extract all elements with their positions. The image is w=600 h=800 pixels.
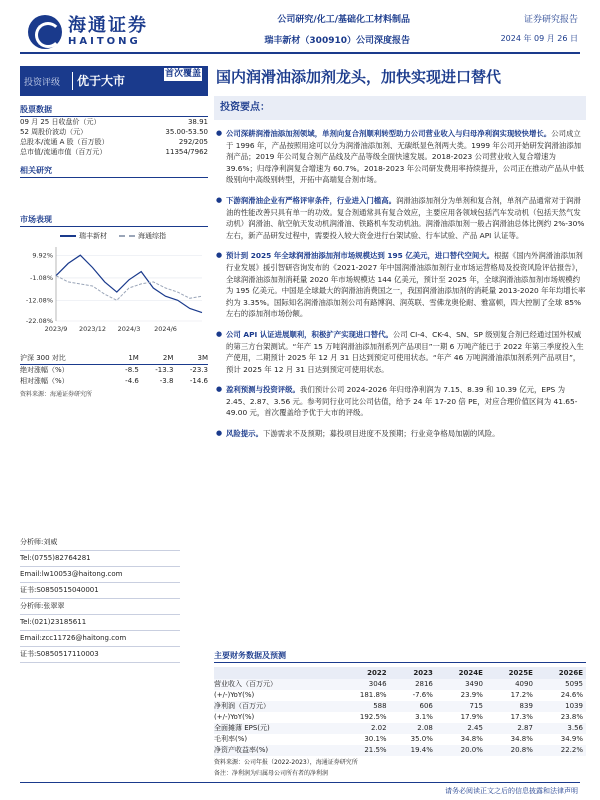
analyst-line: Tel:(0755)82764281 bbox=[20, 551, 180, 567]
analyst-line: Email:lw10053@haitong.com bbox=[20, 567, 180, 583]
market-chart bbox=[20, 231, 208, 349]
table-row: (+/-)YoY(%) 181.8% -7.6% 23.9% 17.2% 24.6% bbox=[214, 691, 583, 699]
footer-disclaimer: 请务必阅读正文之后的信息披露和法律声明 bbox=[445, 787, 578, 795]
haitong-logo bbox=[28, 12, 178, 52]
related-research-body bbox=[20, 178, 208, 206]
table-row: 净利润（百万元） 588 606 715 839 1039 bbox=[214, 701, 586, 712]
related-research-title: 相关研究 bbox=[20, 165, 208, 178]
legend-stock: 瑞丰新材 bbox=[79, 232, 107, 240]
stock-data-row: 总市值/流通市值（百万元） 11354/7962 bbox=[20, 148, 208, 156]
keypoint-item: ● 公司 API 认证进展顺利，积极扩产实现进口替代。公司 CI-4、CK-4、SN、SP 级别复合剂已经通过国外权威的第三方台架测试。“年产 15 万吨润滑油添加剂系列产品项目”一期 6 万吨产能已于 2022 年第三季度投入生产使用，二期预计 2025 年 12 月 31 日达到预定可使用状态。“年产 46 万吨润滑油添加剂系列产品项目”，预计 2025 年 12 月 31 日达到预定可使用状态。 bbox=[214, 329, 586, 375]
financial-table-title: 主要财务数据及预测 bbox=[214, 650, 586, 663]
legend-index: 海通综指 bbox=[138, 232, 166, 240]
chart-legend bbox=[60, 231, 208, 241]
analyst-info bbox=[20, 535, 180, 663]
stock-data-row: 总股本/流通 A 股（百万股） 292/205 bbox=[20, 138, 208, 146]
x-tick-label: 2024/3 bbox=[117, 325, 141, 333]
x-tick-label: 2023/9 bbox=[44, 325, 68, 333]
keypoints-list bbox=[214, 128, 586, 440]
stock-data-title: 股票数据 bbox=[20, 104, 208, 117]
analyst-line: 分析师:张翠翠 bbox=[20, 599, 180, 615]
table-row: 全面摊薄 EPS(元) 2.02 2.08 2.45 2.87 3.56 bbox=[214, 723, 586, 734]
logo-english: HAITONG bbox=[68, 36, 141, 47]
table-row: 营业收入（百万元） 3046 2816 3490 4090 5095 bbox=[214, 679, 586, 690]
analyst-line: 证书:S0850517110003 bbox=[20, 647, 180, 663]
table-header-row: 沪深 300 对比 1M 2M 3M bbox=[20, 353, 208, 365]
table-header-row: 2022 2023 2024E 2025E 2026E bbox=[214, 667, 586, 679]
keypoint-item: ● 下游润滑油企业有严格评审条件，行业进入门槛高。润滑油添加剂分为单剂和复合剂，单剂产品通常对于润滑油的性能改善只具有单一的功效。复合剂通常具有复合效应，主要应用各领域包括汽车发动机（包括天然气发动机）润滑油、航空航天发动机润滑油、铁路机车发动机油。润滑油添加剂一般占润滑油总体比例约 2%-30%左右，新产品研发过程中，需要投入较大资金进行台架试验、行车试验、产品 API 认证等。 bbox=[214, 195, 586, 241]
analyst-line: Tel:(021)23185611 bbox=[20, 615, 180, 631]
financial-note: 备注：净利润为归属母公司所有者的净利润 bbox=[214, 770, 329, 777]
y-tick-label: -22.08% bbox=[25, 317, 53, 325]
keypoint-item: ● 公司深耕润滑油添加剂领域，单剂向复合剂顺利转型助力公司营业收入与归母净利润实现较快增长。公司成立于 1996 年，产品按照用途可以分为润滑油添加剂、无碳纸显色剂两大类。1999 年公司开始研发润滑油添加剂产品；2019 年公司复合剂产品线及产品等级全面快速发展。2018-2023 公司营业收入复合增速为 39.6%；归母净利润复合增速为 60.7%。2018-2023 年公司研发费用率持续提升，公司正在推动产品从中低级别向中高级别转型，开拓中高端复合剂市场。 bbox=[214, 128, 586, 186]
haitong-logo-icon bbox=[28, 15, 62, 49]
table-row: 绝对涨幅（%） -8.5 -13.3 -23.3 bbox=[20, 366, 208, 374]
y-tick-label: 9.92% bbox=[32, 251, 53, 260]
financial-forecast bbox=[214, 650, 586, 778]
x-tick-label: 2024/6 bbox=[154, 325, 177, 333]
report-type: 证券研究报告 bbox=[523, 15, 578, 25]
keypoint-item: ● 盈利预测与投资评级。我们预计公司 2024-2026 年归母净利润为 7.15、8.39 和 10.39 亿元，EPS 为 2.45、2.87、3.56 元。参考同行业可比公司估值，给予 24 年 17-20 倍 PE，对应合理价值区间为 41.65-49.00 元，首次覆盖给予优于大市的评级。 bbox=[214, 384, 586, 419]
sidebar bbox=[20, 66, 208, 398]
rating-label: 投资评级 bbox=[24, 77, 61, 88]
legend-swatch-index bbox=[119, 235, 135, 237]
y-tick-label: -12.08% bbox=[25, 296, 53, 305]
keypoints-heading: 投资要点： bbox=[214, 96, 586, 120]
report-header bbox=[0, 0, 600, 58]
financial-source: 资料来源：公司年报（2022-2023），海通证券研究所 bbox=[214, 759, 358, 766]
performance-source: 资料来源：海通证券研究所 bbox=[20, 391, 93, 398]
report-category: 公司研究/化工/基础化工材料制品 bbox=[277, 15, 410, 25]
logo-chinese: 海通证券 bbox=[68, 15, 148, 36]
x-tick-label: 2023/12 bbox=[78, 325, 107, 333]
table-row: 净资产收益率(%) 21.5% 19.4% 20.0% 20.8% 22.2% bbox=[214, 745, 586, 756]
stock-data-row: 09 月 25 日收盘价（元） 38.91 bbox=[20, 118, 208, 126]
performance-line-chart bbox=[20, 241, 208, 341]
stock-data-list bbox=[20, 117, 208, 157]
rating-first-coverage: 首次覆盖 bbox=[164, 69, 201, 79]
company-title: 瑞丰新材（300910）公司深度报告 bbox=[264, 36, 410, 46]
main-content bbox=[214, 66, 586, 449]
header-divider bbox=[20, 52, 580, 54]
performance-table bbox=[20, 353, 208, 387]
report-title: 国内润滑油添加剂龙头，加快实现进口替代 bbox=[216, 68, 502, 86]
rating-box bbox=[20, 66, 208, 96]
legend-swatch-stock bbox=[60, 235, 76, 237]
y-tick-label: -1.08% bbox=[30, 273, 53, 282]
table-row: 相对涨幅（%） -4.6 -3.8 -14.6 bbox=[20, 377, 208, 385]
report-date: 2024 年 09 月 26 日 bbox=[500, 34, 578, 43]
financial-table bbox=[214, 667, 586, 756]
analyst-line: 证书:S0850515040001 bbox=[20, 583, 180, 599]
table-row: 毛利率(%) 30.1% 35.0% 34.8% 34.8% 34.9% bbox=[214, 735, 583, 743]
rating-value: 优于大市 bbox=[72, 72, 125, 90]
analyst-line: 分析师:刘威 bbox=[20, 535, 180, 551]
stock-data-row: 52 周股价波动（元） 35.00-53.50 bbox=[20, 128, 208, 136]
footer-divider bbox=[20, 782, 580, 783]
analyst-line: Email:zcc11726@haitong.com bbox=[20, 631, 180, 647]
keypoint-item: ● 风险提示。下游需求不及预期；募投项目进度不及预期；行业竞争格局加剧的风险。 bbox=[214, 428, 586, 440]
table-row: (+/-)YoY(%) 192.5% 3.1% 17.9% 17.3% 23.8% bbox=[214, 713, 583, 721]
keypoint-item: ● 预计到 2025 年全球润滑油添加剂市场规模达到 195 亿美元，进口替代空间大。根据《国内外润滑油添加剂行业发展》援引智研咨询发布的《2021-2027 年中国润滑油添加剂行业市场运营格局及投资风险评估报告》，全球润滑油添加剂消耗量 2020 年市场规模达 144 亿美元，预计至 2025 年，全球润滑油添加剂市场规模约为 195 亿美元。中国是全球最大的润滑油消费国之一，我国润滑油添加剂的消耗量 2013-2020 年年均增长率约为 3.35%。国际知名润滑油添加剂公司有路博润、润英联、雪佛龙奥伦耐、雅富顿，四大控制了全球 85%左右的添加剂市场份额。 bbox=[214, 250, 586, 320]
market-performance-title: 市场表现 bbox=[20, 214, 208, 227]
